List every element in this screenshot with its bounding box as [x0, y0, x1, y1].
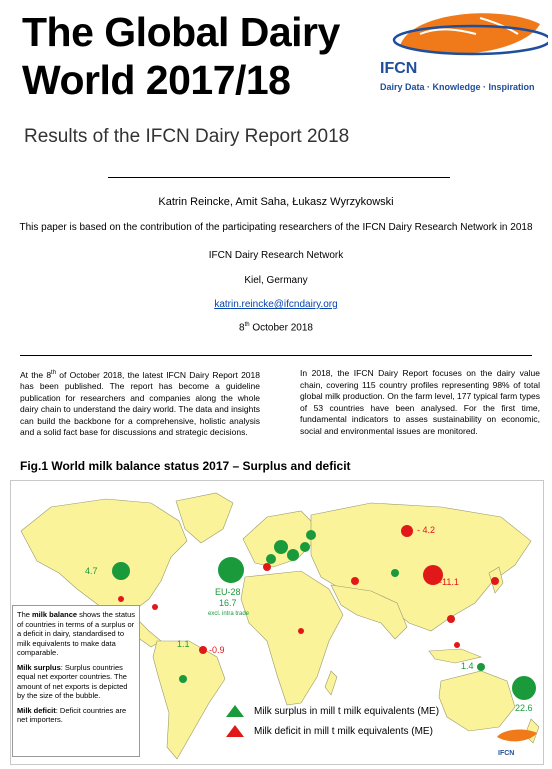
authors: Katrin Reincke, Amit Saha, Łukasz Wyrzykowski	[158, 196, 394, 208]
info-paragraph-balance	[17, 610, 135, 658]
deficit-bubble-caribbean	[152, 604, 158, 610]
surplus-triangle-icon	[226, 705, 244, 717]
surplus-bubble-new-zealand	[512, 676, 536, 700]
date-suffix: th	[244, 322, 250, 328]
surplus-bubble-eu	[218, 557, 244, 583]
label-south-america-surplus: 1.1	[177, 639, 190, 649]
surplus-bubble-europe-3	[266, 554, 276, 564]
date-rest: October 2018	[249, 322, 313, 334]
landmass-europe	[243, 511, 317, 567]
intro-left-sup: th	[51, 370, 57, 376]
email-link[interactable]	[0, 299, 552, 310]
landmass-madagascar	[325, 671, 337, 695]
surplus-bubble-north-america	[112, 562, 130, 580]
surplus-bubble-belarus	[306, 530, 316, 540]
figure-title: Fig.1 World milk balance status 2017 – Surplus and deficit	[20, 459, 351, 473]
info-p1-post: shows the status of countries in terms of a surplus or a deficit in dairy, standardised to milk equivalents to make data comparable.	[17, 610, 135, 657]
label-eu-name: EU-28	[215, 587, 241, 597]
ifcn-logo	[380, 4, 548, 104]
publication-date	[0, 322, 552, 333]
info-p2-post: : Surplus countries equal net exporter countries. The amount of net exports is depicted by the size of the bubble.	[17, 662, 128, 700]
legend-deficit-label: Milk deficit in mill t milk equivalents (ME)	[254, 725, 433, 737]
label-russia: - 4.2	[417, 525, 436, 535]
milk-balance-info-box	[12, 605, 140, 757]
divider-top	[108, 177, 450, 178]
label-eu-value: 16.7	[219, 598, 237, 608]
deficit-bubble-se-asia	[447, 615, 455, 623]
legend-surplus	[226, 705, 439, 717]
surplus-bubble-asia	[391, 569, 399, 577]
deficit-triangle-icon	[226, 725, 244, 737]
intro-left-post: of October 2018, the latest IFCN Dairy Report 2018 has been published. The report has become a guideline publication for researchers and companies along the whole dairy chain to understand the dairy world. The data and insights can build the backbone for a comprehensive, holistic analysis and a solid fact base for discussions and strategic decisions.	[20, 369, 260, 438]
deficit-bubble-algeria	[263, 563, 271, 571]
legend-deficit	[226, 725, 433, 737]
landmass-south-america	[153, 641, 225, 759]
logo-wordmark: IFCN	[380, 60, 418, 77]
basis-note: This paper is based on the contribution of the participating researchers of the IFCN Dairy Research Network in 2018	[19, 222, 533, 233]
deficit-bubble-middle-east	[351, 577, 359, 585]
surplus-bubble-europe-4	[300, 542, 310, 552]
info-p1-pre: The	[17, 610, 33, 619]
page-subtitle: Results of the IFCN Dairy Report 2018	[24, 126, 350, 147]
email-text[interactable]: katrin.reincke@ifcndairy.org	[214, 299, 338, 310]
deficit-bubble-south-america	[199, 646, 207, 654]
divider-bottom	[20, 355, 532, 356]
label-eu-note: excl. intra trade	[208, 611, 250, 617]
date-day: 8	[239, 322, 245, 334]
title-line-1: The Global Dairy	[22, 9, 340, 55]
label-south-america-deficit: -0.9	[209, 645, 225, 655]
landmass-asia	[311, 503, 531, 631]
label-new-zealand: 22.6	[515, 703, 533, 713]
landmass-australia	[439, 671, 515, 731]
logo-tagline: Dairy Data · Knowledge · Inspiration	[380, 82, 535, 92]
info-paragraph-surplus	[17, 663, 135, 701]
info-p3-bold: Milk deficit	[17, 705, 56, 715]
label-north-america: 4.7	[85, 566, 98, 576]
surplus-bubble-europe-1	[274, 540, 288, 554]
info-p1-bold: milk balance	[32, 610, 78, 619]
info-p2-bold: Milk surplus	[17, 662, 61, 672]
deficit-bubble-africa	[298, 628, 304, 634]
surplus-bubble-europe-2	[287, 549, 299, 561]
small-ifcn-logo	[497, 730, 537, 757]
label-china: -11.1	[439, 577, 459, 587]
title-line-2: World 2017/18	[22, 57, 291, 103]
page-title	[22, 8, 340, 104]
intro-left-pre: At the 8	[20, 369, 52, 380]
label-australia: 1.4	[461, 661, 474, 671]
city: Kiel, Germany	[244, 275, 308, 286]
landmass-north-america	[21, 499, 187, 619]
deficit-bubble-russia	[401, 525, 413, 537]
small-logo-text: IFCN	[498, 750, 515, 757]
surplus-bubble-south-america	[179, 675, 187, 683]
deficit-bubble-mexico	[118, 596, 124, 602]
deficit-bubble-indonesia	[454, 642, 460, 648]
intro-right-column: In 2018, the IFCN Dairy Report focuses on the dairy value chain, covering 115 country profiles representing 98% of total global milk production. On the farm level, 177 typical farm types of 53 countries have been analysed. For the first time, fundamental indicators to asses sustainability on economic, social and environmental issues are monitored.	[300, 368, 540, 436]
info-paragraph-deficit	[17, 706, 135, 725]
legend-surplus-label: Milk surplus in mill t milk equivalents (ME)	[254, 705, 440, 717]
surplus-bubble-australia	[477, 663, 485, 671]
info-p3-post: : Deficit countries are net importers.	[17, 705, 127, 724]
intro-left-column	[20, 368, 260, 439]
network-name: IFCN Dairy Research Network	[208, 250, 344, 261]
deficit-bubble-japan	[491, 577, 499, 585]
